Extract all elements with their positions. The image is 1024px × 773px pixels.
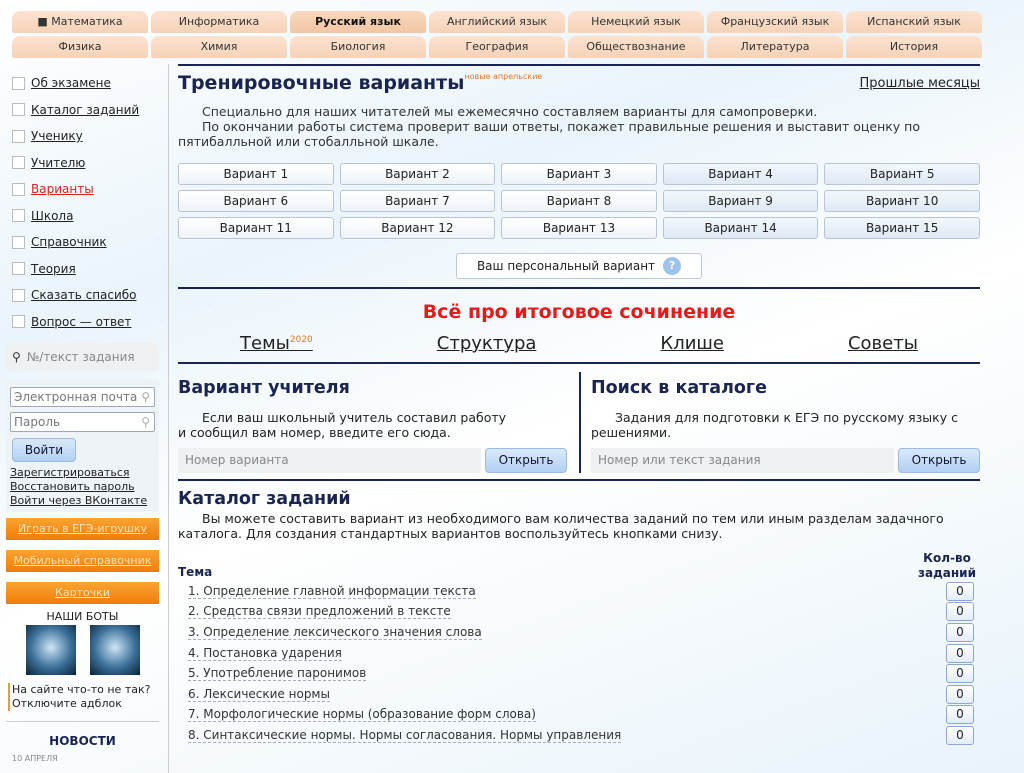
variant-button[interactable]: Вариант 15 — [824, 217, 980, 239]
key-icon: ⚲ — [141, 390, 150, 404]
open-variant-button[interactable]: Открыть — [485, 448, 567, 473]
count-input[interactable]: 0 — [946, 726, 974, 745]
personal-variant-button[interactable]: Ваш персональный вариант ? — [456, 253, 702, 279]
search-icon: ⚲ — [12, 350, 21, 364]
topic-link[interactable]: 6. Лексические нормы — [188, 686, 330, 701]
variant-button[interactable]: Вариант 11 — [178, 217, 334, 239]
news-date: 10 АПРЕЛЯ — [12, 754, 58, 763]
bot-avatar[interactable] — [90, 625, 140, 675]
sidebar-item[interactable] — [0, 229, 165, 256]
count-header: Кол-во заданий — [918, 551, 976, 580]
subject-nav — [12, 11, 982, 61]
subject-tab[interactable]: Английский язык — [429, 11, 565, 33]
teacher-variant-title: Вариант учителя — [178, 378, 350, 398]
checkbox-icon — [12, 315, 25, 328]
help-icon[interactable]: ? — [663, 257, 681, 275]
checkbox-icon — [12, 289, 25, 302]
task-search-input[interactable]: ⚲ №/текст задания — [6, 343, 159, 371]
table-row — [178, 643, 980, 664]
sidebar-item[interactable] — [0, 176, 165, 203]
sidebar-item-label: Варианты — [31, 182, 94, 197]
variant-button[interactable]: Вариант 8 — [501, 190, 657, 212]
count-input[interactable]: 0 — [946, 705, 974, 724]
table-row — [178, 705, 980, 726]
variant-button[interactable]: Вариант 1 — [178, 163, 334, 185]
count-input[interactable]: 0 — [946, 664, 974, 683]
subject-tab[interactable]: Биология — [290, 36, 426, 58]
variant-button[interactable]: Вариант 2 — [340, 163, 496, 185]
sidebar-item[interactable] — [0, 97, 165, 124]
bots-title: НАШИ БОТЫ — [46, 610, 119, 623]
subject-tab[interactable]: Немецкий язык — [568, 11, 704, 33]
sidebar-item-label: Об экзамене — [31, 76, 111, 91]
table-row — [178, 663, 980, 684]
news-title[interactable]: НОВОСТИ — [49, 734, 116, 748]
topic-link[interactable]: 2. Средства связи предложений в тексте — [188, 604, 451, 619]
essay-title: Всё про итоговое сочинение — [422, 301, 736, 323]
essay-tips-link[interactable]: Советы — [847, 333, 918, 354]
sidebar-item[interactable] — [0, 256, 165, 283]
sidebar-item[interactable] — [0, 282, 165, 309]
topic-header: Тема — [178, 565, 213, 579]
count-input[interactable]: 0 — [946, 582, 974, 601]
sidebar-item-label: Вопрос — ответ — [31, 314, 132, 329]
variant-button[interactable]: Вариант 4 — [663, 163, 819, 185]
sidebar-item[interactable] — [0, 123, 165, 150]
adblock-notice: Отключите адблок — [12, 697, 122, 710]
checkbox-icon — [12, 209, 25, 222]
subject-tab[interactable]: Французский язык — [707, 11, 843, 33]
subject-tab[interactable]: Испанский язык — [846, 11, 982, 33]
sidebar-item-label: Теория — [31, 261, 76, 276]
subject-tab[interactable]: История — [846, 36, 982, 58]
sidebar-item[interactable] — [0, 70, 165, 97]
catalog-search-input[interactable]: Номер или текст задания — [591, 448, 894, 473]
essay-cliche-link[interactable]: Клише — [660, 333, 724, 354]
sidebar-item-label: Ученику — [31, 129, 83, 144]
sidebar-item-label: Каталог заданий — [31, 102, 140, 117]
variant-button[interactable]: Вариант 6 — [178, 190, 334, 212]
catalog-search-title: Поиск в каталоге — [591, 378, 767, 398]
intro-text: По окончании работы система проверит ваши ответы, покажет правильные решения и выставит оценку по пятибалльной или стобалльной шкале. — [178, 119, 920, 149]
checkbox-icon — [12, 236, 25, 249]
adblock-notice: На сайте что-то не так? — [12, 683, 151, 696]
checkbox-icon — [12, 130, 25, 143]
page-title: Тренировочные варианты$^{новые апрельские}$ — [178, 72, 543, 94]
topic-link[interactable]: 7. Морфологические нормы (образование форм слова) — [188, 707, 536, 722]
sidebar-item-label: Школа — [31, 208, 74, 223]
table-row — [178, 602, 980, 623]
variant-button[interactable]: Вариант 9 — [663, 190, 819, 212]
variant-button[interactable]: Вариант 14 — [663, 217, 819, 239]
sidebar-item[interactable] — [0, 309, 165, 336]
topic-link[interactable]: 4. Постановка ударения — [188, 645, 342, 660]
topic-link[interactable]: 5. Употребление паронимов — [188, 666, 367, 681]
table-row — [178, 725, 980, 746]
open-catalog-button[interactable]: Открыть — [898, 448, 980, 473]
essay-structure-link[interactable]: Структура — [436, 333, 537, 354]
count-input[interactable]: 0 — [946, 623, 974, 642]
checkbox-icon — [12, 77, 25, 90]
subject-tab[interactable]: Обществознание — [568, 36, 704, 58]
catalog-text: Вы можете составить вариант из необходимого вам количества заданий по тем или иным разделам задачного каталога. Для создания стандартных вариантов воспользуйтесь кнопками снизу. — [178, 511, 944, 541]
sidebar-item-label: Учителю — [31, 155, 86, 170]
play-game-button[interactable]: Играть в ЕГЭ-игрушку — [6, 518, 159, 540]
count-input[interactable]: 0 — [946, 602, 974, 621]
login-form — [6, 379, 159, 512]
intro-text: Специально для наших читателей мы ежемесячно составляем варианты для самопроверки. — [202, 104, 818, 119]
subject-tab[interactable]: Химия — [151, 36, 287, 58]
sidebar-item[interactable] — [0, 150, 165, 177]
variant-button[interactable]: Вариант 13 — [501, 217, 657, 239]
table-row — [178, 622, 980, 643]
subject-tab[interactable]: Физика — [12, 36, 148, 58]
variant-button[interactable]: Вариант 12 — [340, 217, 496, 239]
catalog-title: Каталог заданий — [178, 489, 351, 509]
main-content — [178, 64, 980, 746]
checkbox-icon — [12, 103, 25, 116]
checkbox-icon — [12, 156, 25, 169]
restore-password-link[interactable]: Восстановить пароль — [10, 480, 135, 493]
table-row — [178, 581, 980, 602]
cards-button[interactable]: Карточки — [6, 582, 159, 604]
table-row — [178, 684, 980, 705]
variant-button[interactable]: Вариант 7 — [340, 190, 496, 212]
teacher-variant-text: Если ваш школьный учитель составил работу и сообщил вам номер, введите его сюда. — [178, 410, 507, 440]
variant-button[interactable]: Вариант 3 — [501, 163, 657, 185]
register-link[interactable]: Зарегистрироваться — [10, 466, 130, 479]
sidebar-item-label: Справочник — [31, 235, 107, 250]
sidebar-item-label: Сказать спасибо — [31, 288, 137, 303]
key-icon: ⚲ — [141, 415, 150, 429]
topic-link[interactable]: 3. Определение лексического значения слова — [188, 624, 482, 639]
sidebar — [0, 70, 165, 763]
checkbox-icon — [12, 183, 25, 196]
essay-topics-link[interactable]: Темы$^{2020}$ — [240, 333, 313, 354]
vk-login-link[interactable]: Войти через ВКонтакте — [10, 494, 148, 507]
login-button[interactable]: Войти — [12, 438, 76, 462]
past-months-link[interactable]: Прошлые месяцы — [859, 76, 980, 91]
subject-tab[interactable]: Информатика — [151, 11, 287, 33]
variant-button[interactable]: Вариант 10 — [824, 190, 980, 212]
password-field[interactable]: Пароль ⚲ — [10, 412, 155, 432]
subject-tab[interactable]: География — [429, 36, 565, 58]
variant-number-input[interactable]: Номер варианта — [178, 448, 481, 473]
subject-tab[interactable]: Русский язык — [290, 11, 426, 33]
count-input[interactable]: 0 — [946, 685, 974, 704]
subject-tab[interactable]: Литература — [707, 36, 843, 58]
subject-tab[interactable]: ■ Математика — [12, 11, 148, 33]
topic-link[interactable]: 1. Определение главной информации текста — [188, 583, 476, 598]
email-field[interactable]: Электронная почта ⚲ — [10, 387, 155, 407]
variant-button[interactable]: Вариант 5 — [824, 163, 980, 185]
catalog-search-text: Задания для подготовки к ЕГЭ по русскому языку с решениями. — [591, 410, 958, 440]
checkbox-icon — [12, 262, 25, 275]
sidebar-item[interactable] — [0, 203, 165, 230]
mobile-reference-button[interactable]: Мобильный справочник — [6, 550, 159, 572]
bot-avatar[interactable] — [26, 625, 76, 675]
topic-link[interactable]: 8. Синтаксические нормы. Нормы согласования. Нормы управления — [188, 727, 622, 742]
count-input[interactable]: 0 — [946, 644, 974, 663]
